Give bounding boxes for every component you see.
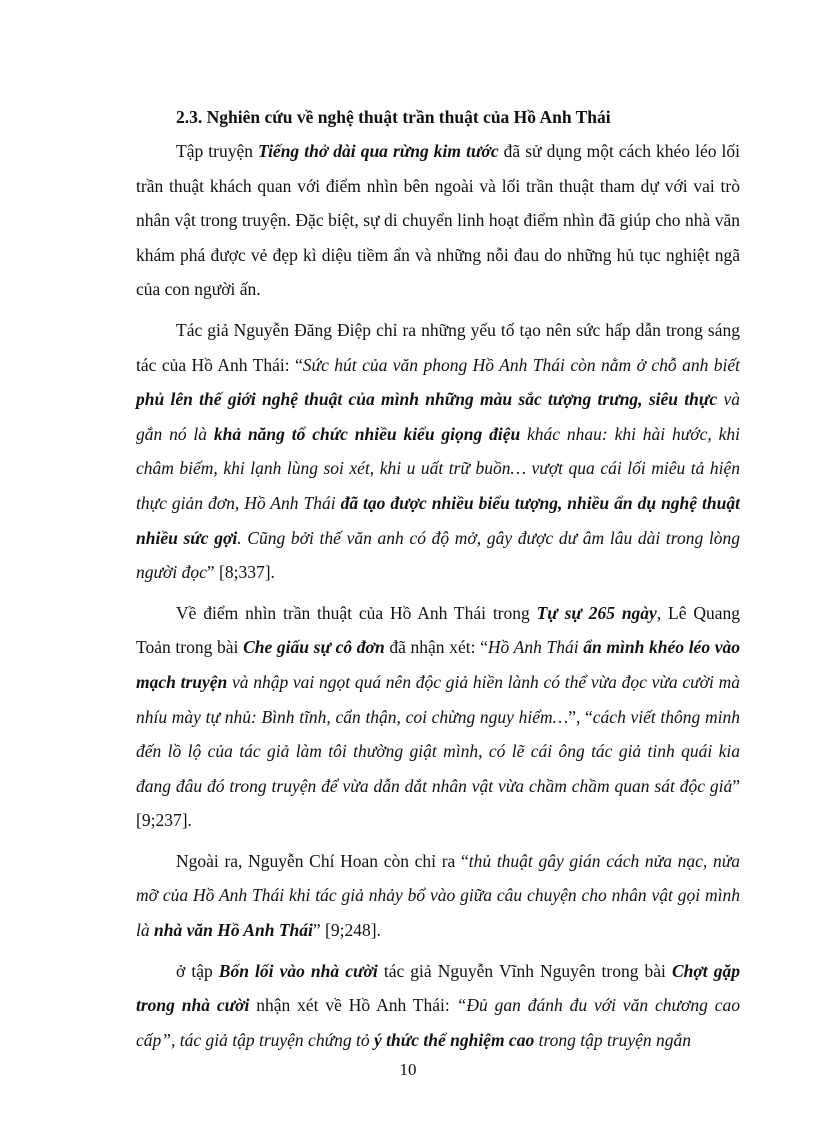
paragraph-5 (136, 954, 740, 1058)
body-text: ” [9;237]. (136, 775, 740, 831)
body-text: , Lê Quang Toản trong bài (136, 602, 740, 658)
body-text: đã sử dụng một cách khéo léo lối trần thuật khách quan với điểm nhìn bên ngoài và lối trần thuật tham dự với vai trò nhân vật trong truyện. Đặc biệt, sự di chuyển linh hoạt điểm nhìn đã giúp cho nhà văn khám phá được vẻ đẹp kì diệu tiềm ẩn và những nỗi đau do những hủ tục nghiệt ngã của con người ấn. (136, 141, 740, 300)
emphasis-text: phủ lên thế giới nghệ thuật của mình những màu sắc tượng trưng, siêu thực (136, 389, 718, 410)
emphasis-text: Tiếng thở dài qua rừng kim tước (258, 141, 499, 161)
body-text: Tác giả Nguyễn Đăng Điệp chỉ ra những yếu tố tạo nên sức hấp dẫn trong sáng tác của Hồ Anh Thái: “ (136, 319, 740, 375)
emphasis-text: ẩn mình khéo léo vào mạch truyện (136, 637, 741, 692)
emphasis-text: Tự sự 265 ngày (536, 602, 657, 623)
emphasis-text: khả năng tổ chức nhiều kiểu giọng điệu (213, 423, 521, 444)
quoted-text: Sức hút của văn phong Hồ Anh Thái còn nằm ở chỗ anh biết (302, 354, 740, 375)
paragraph-2 (136, 313, 740, 590)
quoted-text: và gắn nó là (136, 389, 740, 444)
body-text: Ngoài ra, Nguyễn Chí Hoan còn chỉ ra “ (176, 850, 469, 871)
emphasis-text: Che giấu sự cô đơn (243, 637, 385, 658)
body-text: đã nhận xét: “ (384, 637, 488, 658)
body-text: ” [8;337]. (206, 562, 275, 583)
paragraph-4 (136, 844, 740, 948)
emphasis-text: Bốn lối vào nhà cười (218, 960, 378, 981)
paragraph-3 (136, 596, 740, 838)
quoted-text: trong tập truyện ngắn (534, 1029, 692, 1050)
page-number: 10 (399, 1060, 417, 1079)
quoted-text: “Đủ gan đánh đu với văn chương cao cấp”, tác giả tập truyện chứng tỏ (136, 995, 740, 1050)
emphasis-text: ý thức thể nghiệm cao (374, 1029, 535, 1050)
paragraph-1 (136, 134, 740, 307)
body-text: Tập truyện (176, 141, 259, 161)
body-text: Về điểm nhìn trần thuật của Hồ Anh Thái trong (176, 602, 537, 623)
quoted-text: khác nhau: khi hài hước, khi châm biếm, khi lạnh lùng soi xét, khi u uất trữ buồn… vượt qua cái lối miêu tả hiện thực giản đơn, Hồ Anh Thái (136, 423, 740, 513)
quoted-text: cách viết thông minh đến lồ lộ của tác giả làm tôi thường giật mình, có lẽ cái ông tác giả tinh quái kia đang đâu đó trong truyện để vừa dẫn dắt nhân vật vừa chầm chầm quan sát độc giả (136, 706, 740, 796)
quoted-text: và nhập vai ngọt quá nên độc giả hiền lành có thể vừa đọc vừa cười mà nhíu mày tự nhủ: Bình tĩnh, cẩn thận, coi chừng nguy hiểm… (136, 671, 740, 727)
quoted-text: thủ thuật gây gián cách nửa nạc, nửa mỡ của Hồ Anh Thái khi tác giả nhảy bổ vào giữa câu chuyện cho nhân vật gọi mình là (136, 850, 741, 941)
quoted-text: Hồ Anh Thái (487, 637, 584, 658)
body-text: nhận xét về Hồ Anh Thái: (249, 995, 457, 1016)
emphasis-text: Chợt gặp trong nhà cười (136, 960, 740, 1016)
emphasis-text: nhà văn Hồ Anh Thái (154, 920, 313, 941)
body-text: ”, “ (568, 706, 593, 727)
section-heading: 2.3. Nghiên cứu về nghệ thuật trần thuật của Hồ Anh Thái (176, 107, 611, 127)
body-text: tác giả Nguyễn Vĩnh Nguyên trong bài (377, 960, 672, 981)
quoted-text: . Cũng bởi thế văn anh có độ mở, gây được dư âm lâu dài trong lòng người đọc (136, 527, 740, 583)
emphasis-text: đã tạo được nhiều biểu tượng, nhiều ẩn dụ nghệ thuật nhiều sức gợi (136, 492, 740, 548)
document-page (136, 100, 740, 1063)
body-text: ở tập (176, 960, 219, 981)
body-text: ” [9;248]. (312, 920, 381, 941)
